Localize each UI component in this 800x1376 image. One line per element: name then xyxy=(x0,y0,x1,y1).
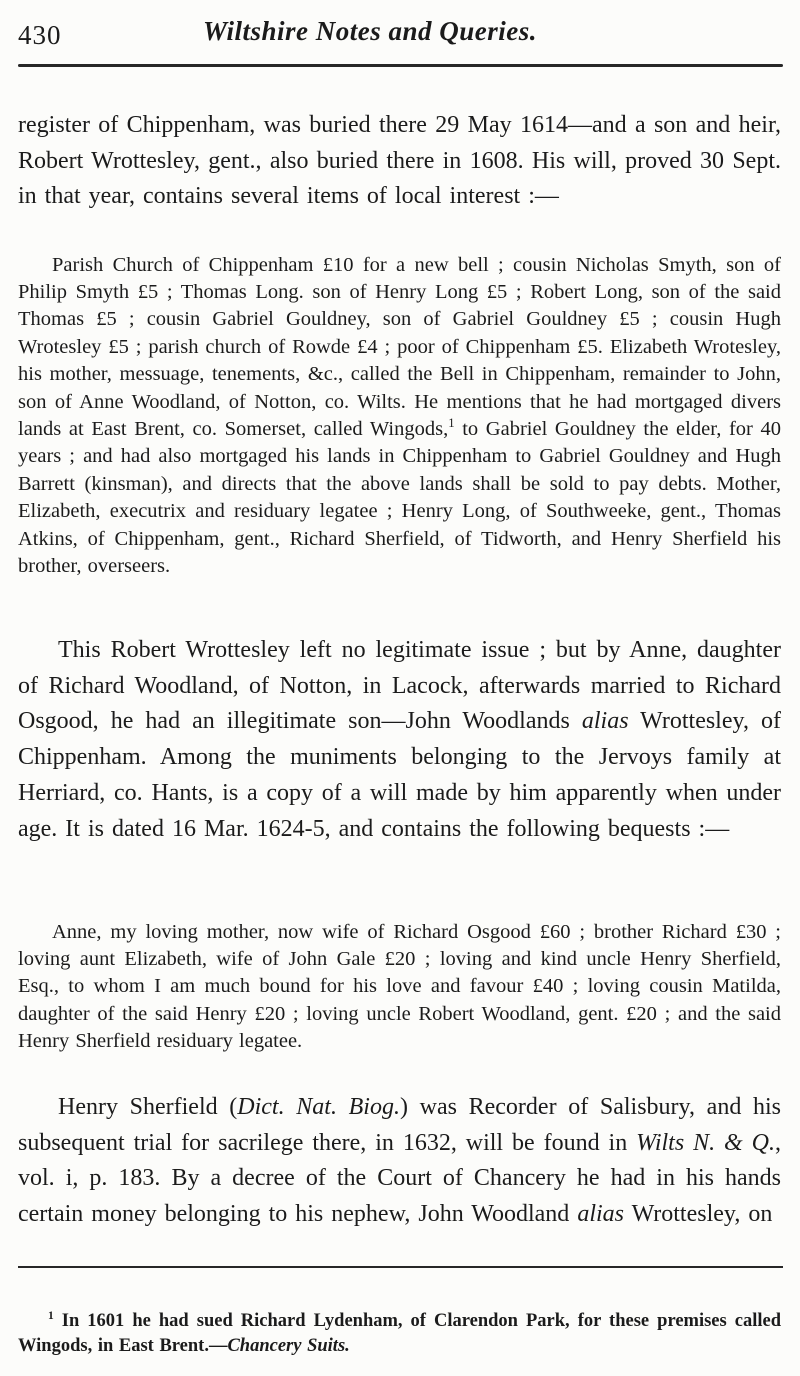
will-extract-block: Parish Church of Chippenham £10 for a new bell ; cousin Nicholas Smyth, son of Philip Smyth £5 ; Thomas Long. son of Henry Long £5 ; Robert Long, son of the said Thomas £5 ; cousin Gabriel Gouldney, son of Gabriel Gouldney £5 ; cousin Hugh Wrotesley £5 ; parish church of Rowde £4 ; poor of Chippenham £5. Elizabeth Wrotesley, his mother, messuage, tenements, &c., called the Bell in Chippenham, remainder to John, son of Anne Woodland, of Notton, co. Wilts. He mentions that he had mortgaged divers lands at East Brent, co. Somerset, called Wingods,$^1$ to Gabriel Gouldney the elder, for 40 years ; and had also mortgaged his lands in Chippenham to Gabriel Gouldney and Hugh Barrett (kinsman), and directs that the above lands shall be sold to pay debts. Mother, Elizabeth, executrix and residuary legatee ; Henry Long, of Southweeke, gent., Thomas Atkins, of Chippenham, gent., Richard Sherfield, of Tidworth, and Henry Sherfield his brother, overseers. xyxy=(18,253,781,577)
page-number: 430 xyxy=(18,20,62,50)
paragraph-intro-continuation: register of Chippenham, was buried there 29 May 1614—and a son and heir, Robert Wrottesley, gent., also buried there in 1608. His will, proved 30 Sept. in that year, contains several items of local interest :— xyxy=(18,112,781,210)
bequests-extract-block: Anne, my loving mother, now wife of Richard Osgood £60 ; brother Richard £30 ; loving aunt Elizabeth, wife of John Gale £20 ; loving and kind uncle Henry Sherfield, Esq., to whom I am much bound for his love and favour £40 ; loving cousin Matilda, daughter of the said Henry £20 ; loving uncle Robert Woodland, gent. £20 ; and the said Henry Sherfield residuary legatee. xyxy=(18,920,781,1053)
footnote-chancery-suits: $^1$ In 1601 he had sued Richard Lydenham, of Clarendon Park, for these premises called Wingods, in East Brent.—Chancery Suits. xyxy=(18,1309,781,1356)
paragraph-robert-wrottesley: This Robert Wrottesley left no legitimate issue ; but by Anne, daughter of Richard Woodland, of Notton, in Lacock, afterwards married to Richard Osgood, he had an illegitimate son—John Woodlands alias Wrottesley, of Chippenham. Among the muniments belonging to the Jervoys family at Herriard, co. Hants, is a copy of a will made by him apparently when under age. It is dated 16 Mar. 1624-5, and contains the following bequests :— xyxy=(18,637,781,842)
header-rule xyxy=(18,64,783,67)
footnote-rule xyxy=(18,1266,783,1268)
running-title: Wiltshire Notes and Queries. xyxy=(202,16,538,46)
paragraph-henry-sherfield: Henry Sherfield (Dict. Nat. Biog.) was Recorder of Salisbury, and his subsequent trial for sacrilege there, in 1632, will be found in Wilts N. & Q., vol. i, p. 183. By a decree of the Court of Chancery he had in his hands certain money belonging to his nephew, John Woodland alias Wrottesley, on xyxy=(18,1094,781,1228)
